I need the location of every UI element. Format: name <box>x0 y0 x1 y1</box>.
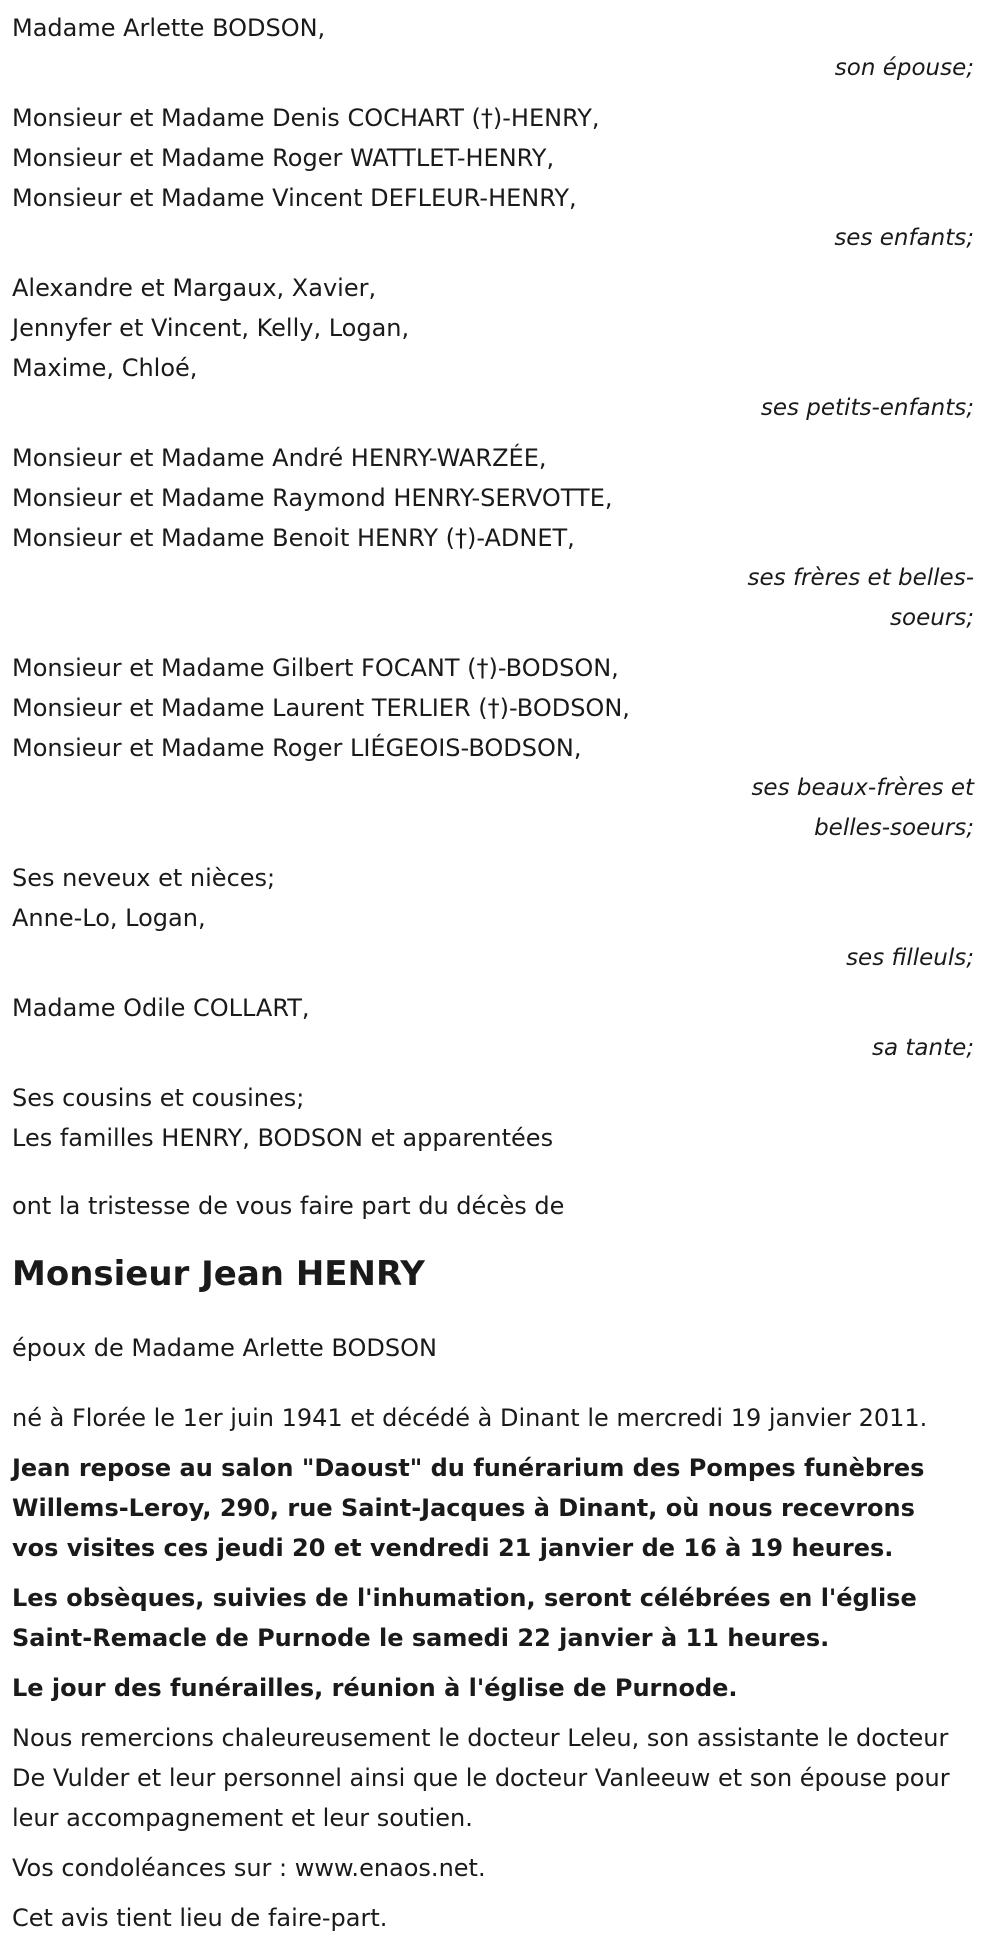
family-name-line: Monsieur et Madame Raymond HENRY-SERVOTTE, <box>12 484 613 512</box>
family-name-line: Alexandre et Margaux, Xavier, <box>12 274 377 302</box>
family-name-line: Maxime, Chloé, <box>12 354 198 382</box>
family-group-grandchildren <box>12 268 988 428</box>
family-name-line: Jennyfer et Vincent, Kelly, Logan, <box>12 314 410 342</box>
reunion-text: Le jour des funérailles, réunion à l'église de Purnode. <box>12 1674 738 1702</box>
family-group-children <box>12 98 988 258</box>
family-name-line: Monsieur et Madame Roger LIÉGEOIS-BODSON, <box>12 734 582 762</box>
relation-label: ses filleuls; <box>846 945 974 971</box>
family-group-siblings <box>12 438 988 638</box>
relation-label: ses petits-enfants; <box>760 395 974 421</box>
spouse-line: époux de Madame Arlette BODSON <box>12 1334 437 1362</box>
relation-label: ses frères et belles-soeurs; <box>747 565 974 631</box>
relation-label: son épouse; <box>834 55 974 81</box>
family-name-line: Ses neveux et nièces; <box>12 864 276 892</box>
family-name-line: Monsieur et Madame André HENRY-WARZÉE, <box>12 444 547 472</box>
condolences-text: Vos condoléances sur : www.enaos.net. <box>12 1854 486 1882</box>
family-group-godchildren <box>12 858 988 978</box>
family-name-line: Ses cousins et cousines; <box>12 1084 305 1112</box>
relation-label: ses enfants; <box>834 225 974 251</box>
deceased-name: Monsieur Jean HENRY <box>12 1254 425 1294</box>
family-group-cousins <box>12 1078 988 1158</box>
family-name-line: Monsieur et Madame Denis COCHART (†)-HENRY, <box>12 104 600 132</box>
rest-place-text: Jean repose au salon "Daoust" du funérarium des Pompes funèbres Willems-Leroy, 290, rue Saint-Jacques à Dinant, où nous recevrons vos visites ces jeudi 20 et vendredi 21 janvier de 16 à 19 heures. <box>12 1454 925 1562</box>
family-name-line: Monsieur et Madame Gilbert FOCANT (†)-BODSON, <box>12 654 619 682</box>
thanks-text: Nous remercions chaleureusement le docteur Leleu, son assistante le docteur De Vulder et leur personnel ainsi que le docteur Vanleeuw et son épouse pour leur accompagnement et leur soutien. <box>12 1724 950 1832</box>
family-group-spouse <box>12 8 988 88</box>
notice-text: Cet avis tient lieu de faire-part. <box>12 1904 388 1932</box>
family-name-line: Les familles HENRY, BODSON et apparentées <box>12 1124 554 1152</box>
funeral-text: Les obsèques, suivies de l'inhumation, seront célébrées en l'église Saint-Remacle de Purnode le samedi 22 janvier à 11 heures. <box>12 1584 917 1652</box>
relation-label: sa tante; <box>872 1035 974 1061</box>
family-name-line: Madame Odile COLLART, <box>12 994 310 1022</box>
birth-death-text: né à Florée le 1er juin 1941 et décédé à Dinant le mercredi 19 janvier 2011. <box>12 1404 928 1432</box>
family-name-line: Madame Arlette BODSON, <box>12 14 326 42</box>
family-name-line: Monsieur et Madame Laurent TERLIER (†)-BODSON, <box>12 694 630 722</box>
family-name-line: Anne-Lo, Logan, <box>12 904 206 932</box>
family-group-aunt <box>12 988 988 1068</box>
family-name-line: Monsieur et Madame Roger WATTLET-HENRY, <box>12 144 555 172</box>
relation-label: ses beaux-frères et belles-soeurs; <box>751 775 974 841</box>
family-name-line: Monsieur et Madame Vincent DEFLEUR-HENRY, <box>12 184 577 212</box>
announcement-text: ont la tristesse de vous faire part du décès de <box>12 1192 565 1220</box>
family-name-line: Monsieur et Madame Benoit HENRY (†)-ADNET, <box>12 524 575 552</box>
family-group-in-laws <box>12 648 988 848</box>
